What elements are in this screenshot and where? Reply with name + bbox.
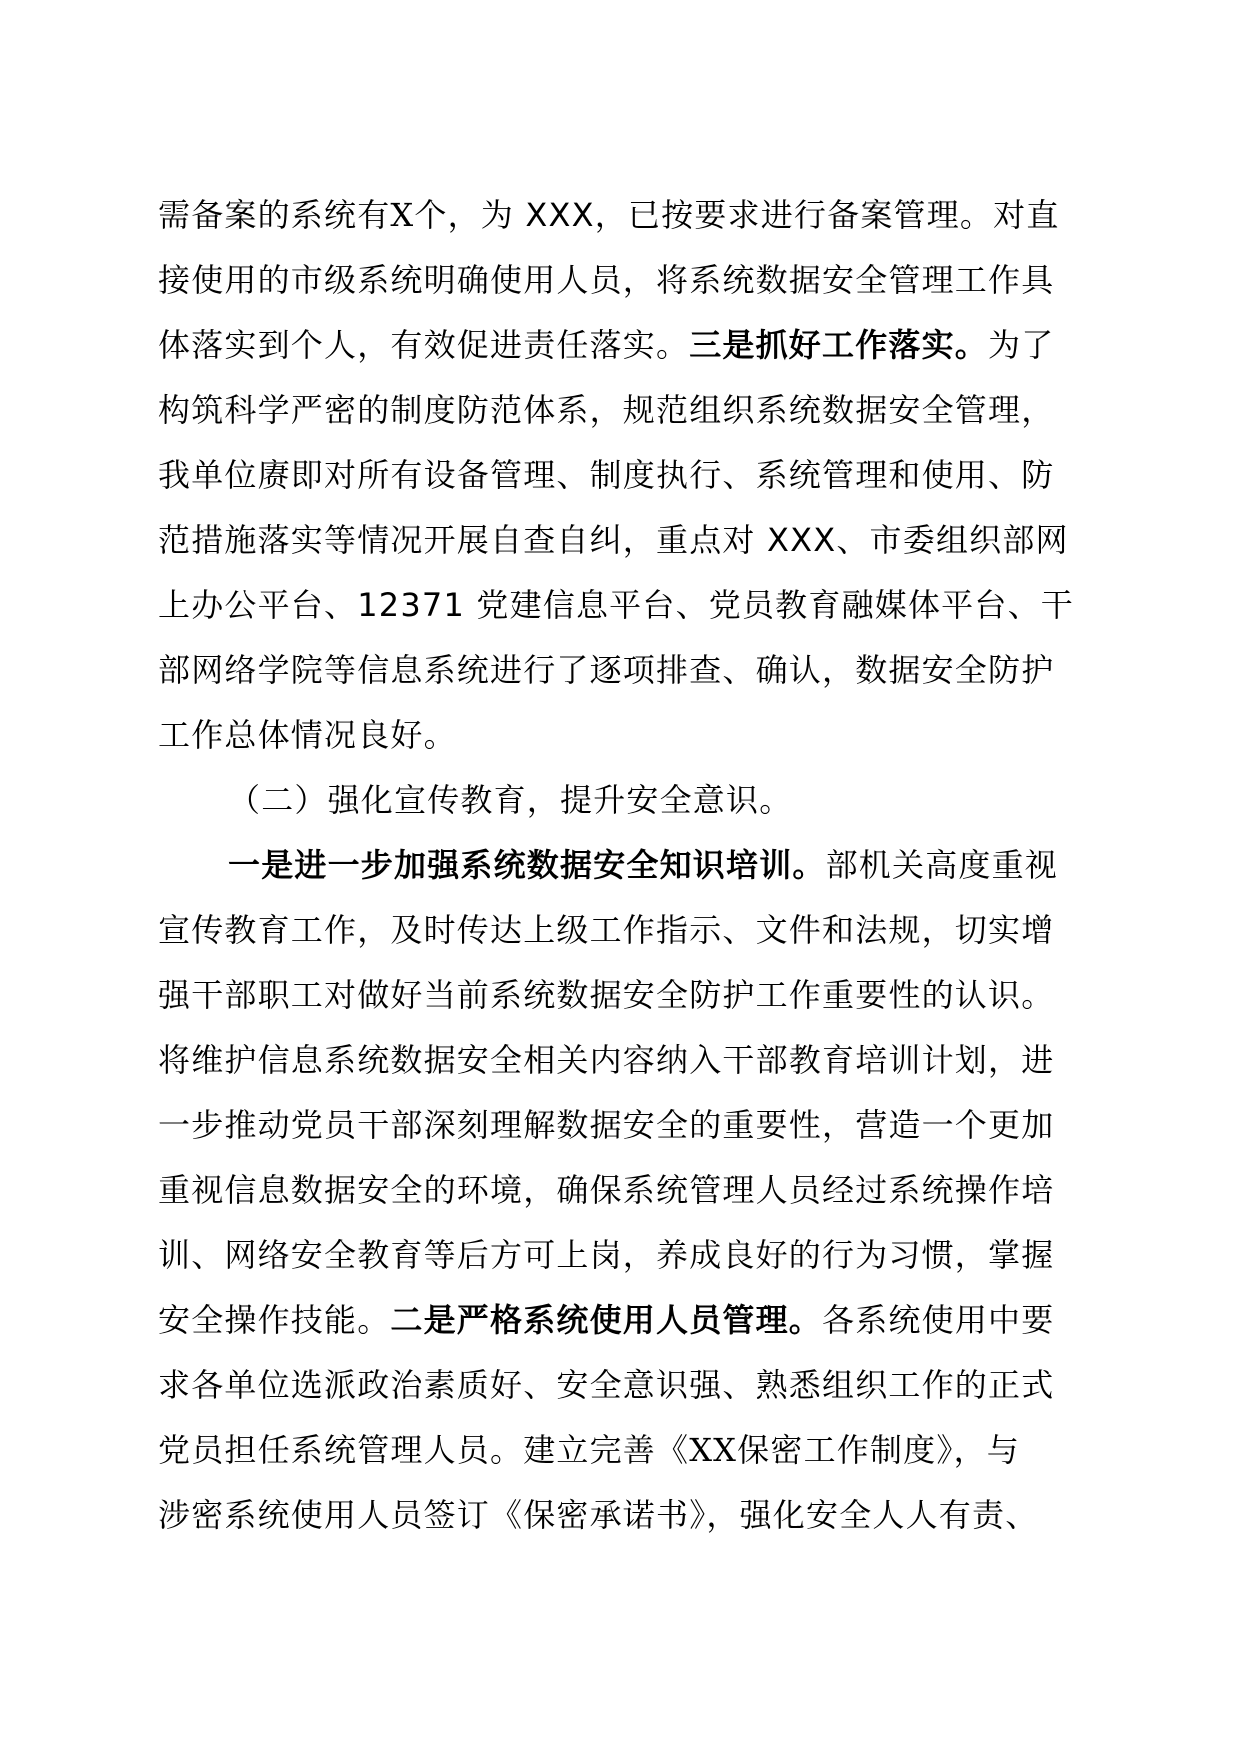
text-segment: 个，为 XXX，已按要求进行备案管理。对直 [414,196,1060,234]
text-line: 工作总体情况良好。 [158,716,457,754]
bold-phrase: 三是抓好工作落实。 [689,326,989,364]
text-line: 上办公平台、12371 党建信息平台、党员教育融媒体平台、干 [158,586,1074,624]
text-line: 接使用的市级系统明确使用人员，将系统数据安全管理工作具 [158,261,1055,299]
text-segment: 为了 [988,326,1055,364]
text-line [158,313,1083,378]
text-segment: 党员担任系统管理人员。建立完善《 [158,1431,690,1469]
text-line: 部网络学院等信息系统进行了逐项排查、确认，数据安全防护 [158,651,1055,689]
text-line: 将维护信息系统数据安全相关内容纳入干部教育培训计划，进 [158,1041,1055,1079]
document-page [158,183,1083,1548]
text-segment: XX [689,1431,738,1469]
text-segment: 体落实到个人，有效促进责任落实。 [158,326,690,364]
section-heading: （二）强化宣传教育，提升安全意识。 [228,781,793,819]
bold-phrase: 一是进一步加强系统数据安全知识培训。 [228,846,826,884]
text-line: 训、网络安全教育等后方可上岗，养成良好的行为习惯，掌握 [158,1236,1055,1274]
text-segment: 部机关高度重视 [825,846,1059,884]
text-line: 一步推动党员干部深刻理解数据安全的重要性，营造一个更加 [158,1106,1055,1144]
text-line [158,1288,1083,1353]
text-line: 范措施落实等情况开展自查自纠，重点对 XXX、市委组织部网 [158,521,1069,559]
text-line [158,833,1083,898]
text-segment: 各系统使用中要 [822,1301,1055,1339]
text-line: 宣传教育工作，及时传达上级工作指示、文件和法规，切实增 [158,911,1055,949]
text-line: 我单位赓即对所有设备管理、制度执行、系统管理和使用、防 [158,456,1055,494]
text-segment: 安全操作技能。 [158,1301,391,1339]
text-line: 强干部职工对做好当前系统数据安全防护工作重要性的认识。 [158,976,1055,1014]
text-line: 求各单位选派政治素质好、安全意识强、熟悉组织工作的正式 [158,1366,1055,1404]
bold-phrase: 二是严格系统使用人员管理。 [390,1301,823,1339]
text-line [158,183,1083,248]
text-segment: X [390,196,415,234]
text-line: 重视信息数据安全的环境，确保系统管理人员经过系统操作培 [158,1171,1055,1209]
text-segment: 需备案的系统有 [158,196,391,234]
text-line: 涉密系统使用人员签订《保密承诺书》，强化安全人人有责、 [158,1496,1039,1534]
text-line: 构筑科学严密的制度防范体系，规范组织系统数据安全管理， [158,391,1055,429]
text-line [158,1418,1083,1483]
text-segment: 保密工作制度》，与 [737,1431,1020,1469]
